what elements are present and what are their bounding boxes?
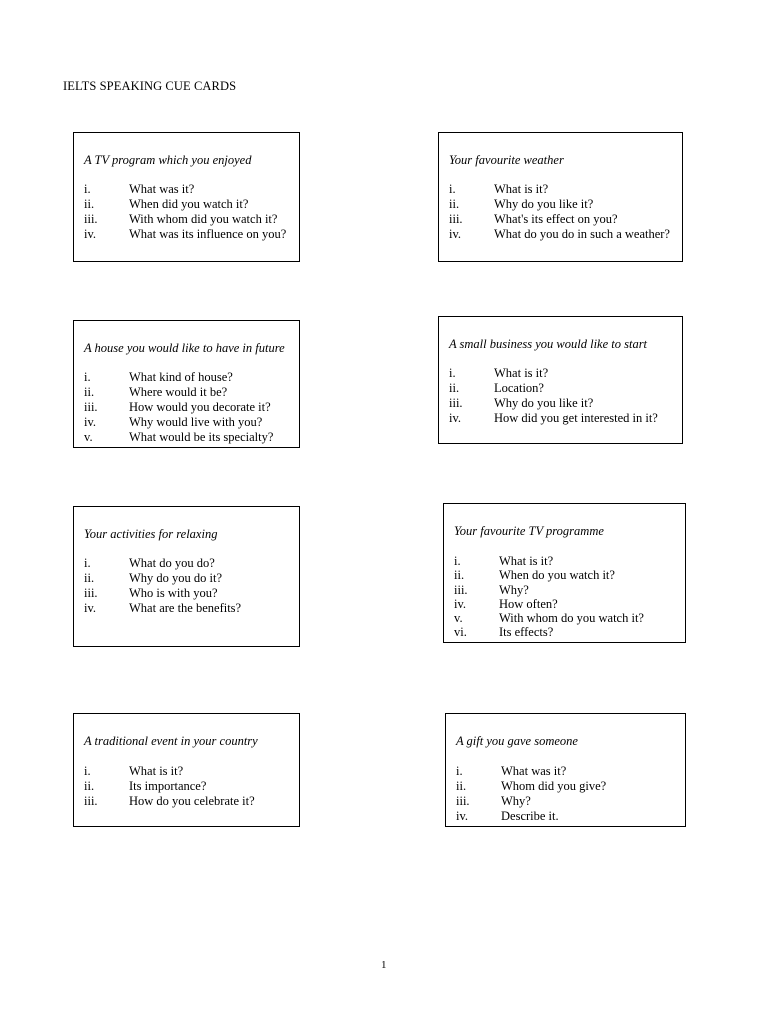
question-item bbox=[449, 366, 678, 381]
question-number: iii. bbox=[456, 794, 470, 808]
question-number: ii. bbox=[84, 779, 95, 793]
question-text: Why? bbox=[501, 794, 531, 808]
question-text: What was it? bbox=[501, 764, 567, 778]
question-number: iv. bbox=[454, 596, 467, 611]
question-item bbox=[449, 182, 678, 197]
cue-card-tv-program bbox=[73, 132, 300, 262]
question-text: What kind of house? bbox=[129, 370, 233, 384]
question-text: Who is with you? bbox=[129, 586, 218, 600]
question-item bbox=[449, 212, 678, 227]
page-title: IELTS SPEAKING CUE CARDS bbox=[63, 79, 237, 93]
question-text: Location? bbox=[494, 381, 544, 395]
question-item bbox=[454, 583, 681, 597]
question-item bbox=[449, 411, 678, 426]
question-number: ii. bbox=[454, 568, 465, 583]
question-number: vi. bbox=[454, 625, 467, 640]
question-number: ii. bbox=[84, 385, 95, 399]
question-number: ii. bbox=[449, 381, 460, 395]
question-item bbox=[84, 182, 295, 197]
question-item bbox=[449, 197, 678, 212]
question-text: Its effects? bbox=[499, 625, 554, 640]
question-text: How would you decorate it? bbox=[129, 400, 271, 414]
question-text: When do you watch it? bbox=[499, 568, 615, 583]
question-text: Why do you do it? bbox=[129, 571, 223, 585]
card-title: Your favourite TV programme bbox=[454, 524, 604, 538]
question-number: iv. bbox=[449, 411, 462, 425]
card-title: A TV program which you enjoyed bbox=[84, 153, 252, 167]
question-number: iv. bbox=[449, 227, 462, 241]
question-item bbox=[456, 764, 681, 779]
question-item bbox=[449, 396, 678, 411]
question-number: iii. bbox=[84, 212, 98, 226]
question-item bbox=[84, 794, 295, 809]
question-text: Why? bbox=[499, 582, 529, 597]
question-number: v. bbox=[454, 611, 463, 626]
question-text: With whom do you watch it? bbox=[499, 611, 644, 626]
question-item bbox=[84, 430, 295, 445]
cue-card-favourite-tv-programme bbox=[443, 503, 686, 643]
question-text: Why do you like it? bbox=[494, 396, 594, 410]
question-item bbox=[454, 568, 681, 582]
question-number: i. bbox=[456, 764, 463, 778]
question-number: i. bbox=[84, 370, 91, 384]
question-item bbox=[454, 611, 681, 625]
question-list bbox=[84, 556, 295, 616]
question-number: iii. bbox=[449, 212, 463, 226]
question-item bbox=[84, 212, 295, 227]
question-item bbox=[84, 415, 295, 430]
cue-card-relaxing-activities bbox=[73, 506, 300, 647]
question-item bbox=[454, 597, 681, 611]
question-text: Why do you like it? bbox=[494, 197, 594, 211]
question-text: How do you celebrate it? bbox=[129, 794, 255, 808]
question-item bbox=[84, 779, 295, 794]
question-number: ii. bbox=[84, 197, 95, 211]
question-number: i. bbox=[84, 556, 91, 570]
question-text: With whom did you watch it? bbox=[129, 212, 278, 226]
question-number: ii. bbox=[84, 571, 95, 585]
cue-card-small-business bbox=[438, 316, 683, 444]
question-list bbox=[84, 764, 295, 809]
question-item bbox=[454, 554, 681, 568]
question-number: ii. bbox=[449, 197, 460, 211]
card-title: A small business you would like to start bbox=[449, 337, 648, 351]
question-list bbox=[454, 554, 681, 640]
question-text: What are the benefits? bbox=[129, 601, 242, 615]
question-text: What was its influence on you? bbox=[129, 227, 287, 241]
question-text: What's its effect on you? bbox=[494, 212, 618, 226]
question-text: How often? bbox=[499, 596, 558, 611]
question-item bbox=[84, 400, 295, 415]
question-number: iii. bbox=[84, 586, 98, 600]
question-text: Describe it. bbox=[501, 809, 559, 823]
question-item bbox=[84, 571, 295, 586]
question-text: What would be its specialty? bbox=[129, 430, 274, 444]
question-number: iv. bbox=[456, 809, 469, 823]
card-title: Your favourite weather bbox=[449, 153, 564, 167]
question-text: What is it? bbox=[129, 764, 184, 778]
question-number: iv. bbox=[84, 601, 97, 615]
question-text: Where would it be? bbox=[129, 385, 228, 399]
question-text: What is it? bbox=[499, 554, 554, 568]
question-list bbox=[84, 182, 295, 242]
question-number: iv. bbox=[84, 227, 97, 241]
question-item bbox=[449, 381, 678, 396]
card-title: A house you would like to have in future bbox=[84, 341, 285, 355]
question-item bbox=[84, 586, 295, 601]
question-item bbox=[84, 385, 295, 400]
question-item bbox=[84, 370, 295, 385]
question-item bbox=[84, 601, 295, 616]
cue-card-traditional-event bbox=[73, 713, 300, 827]
question-item bbox=[454, 625, 681, 639]
question-number: iii. bbox=[449, 396, 463, 410]
question-list bbox=[449, 182, 678, 242]
card-title: A traditional event in your country bbox=[84, 734, 258, 748]
question-item bbox=[456, 779, 681, 794]
question-text: What was it? bbox=[129, 182, 195, 196]
question-number: i. bbox=[84, 182, 91, 196]
question-text: What is it? bbox=[494, 182, 549, 196]
question-number: i. bbox=[454, 554, 461, 568]
question-number: v. bbox=[84, 430, 93, 444]
question-number: i. bbox=[449, 366, 456, 380]
question-list bbox=[456, 764, 681, 824]
question-list bbox=[449, 366, 678, 426]
cue-card-favourite-weather bbox=[438, 132, 683, 262]
question-item bbox=[84, 764, 295, 779]
question-list bbox=[84, 370, 295, 445]
cue-card-gift bbox=[445, 713, 686, 827]
question-item bbox=[456, 809, 681, 824]
question-text: Whom did you give? bbox=[501, 779, 607, 793]
question-number: iii. bbox=[454, 582, 468, 597]
page-number: 1 bbox=[381, 959, 387, 971]
question-item bbox=[84, 556, 295, 571]
question-text: When did you watch it? bbox=[129, 197, 249, 211]
cue-card-future-house bbox=[73, 320, 300, 448]
question-text: What is it? bbox=[494, 366, 549, 380]
question-text: How did you get interested in it? bbox=[494, 411, 658, 425]
question-item bbox=[84, 227, 295, 242]
question-number: iii. bbox=[84, 794, 98, 808]
question-item bbox=[84, 197, 295, 212]
question-item bbox=[449, 227, 678, 242]
question-text: What do you do? bbox=[129, 556, 215, 570]
question-text: Its importance? bbox=[129, 779, 207, 793]
question-number: ii. bbox=[456, 779, 467, 793]
question-text: Why would live with you? bbox=[129, 415, 263, 429]
question-item bbox=[456, 794, 681, 809]
question-text: What do you do in such a weather? bbox=[494, 227, 670, 241]
question-number: iv. bbox=[84, 415, 97, 429]
question-number: i. bbox=[449, 182, 456, 196]
question-number: i. bbox=[84, 764, 91, 778]
card-title: Your activities for relaxing bbox=[84, 527, 218, 541]
question-number: iii. bbox=[84, 400, 98, 414]
card-title: A gift you gave someone bbox=[456, 734, 578, 748]
